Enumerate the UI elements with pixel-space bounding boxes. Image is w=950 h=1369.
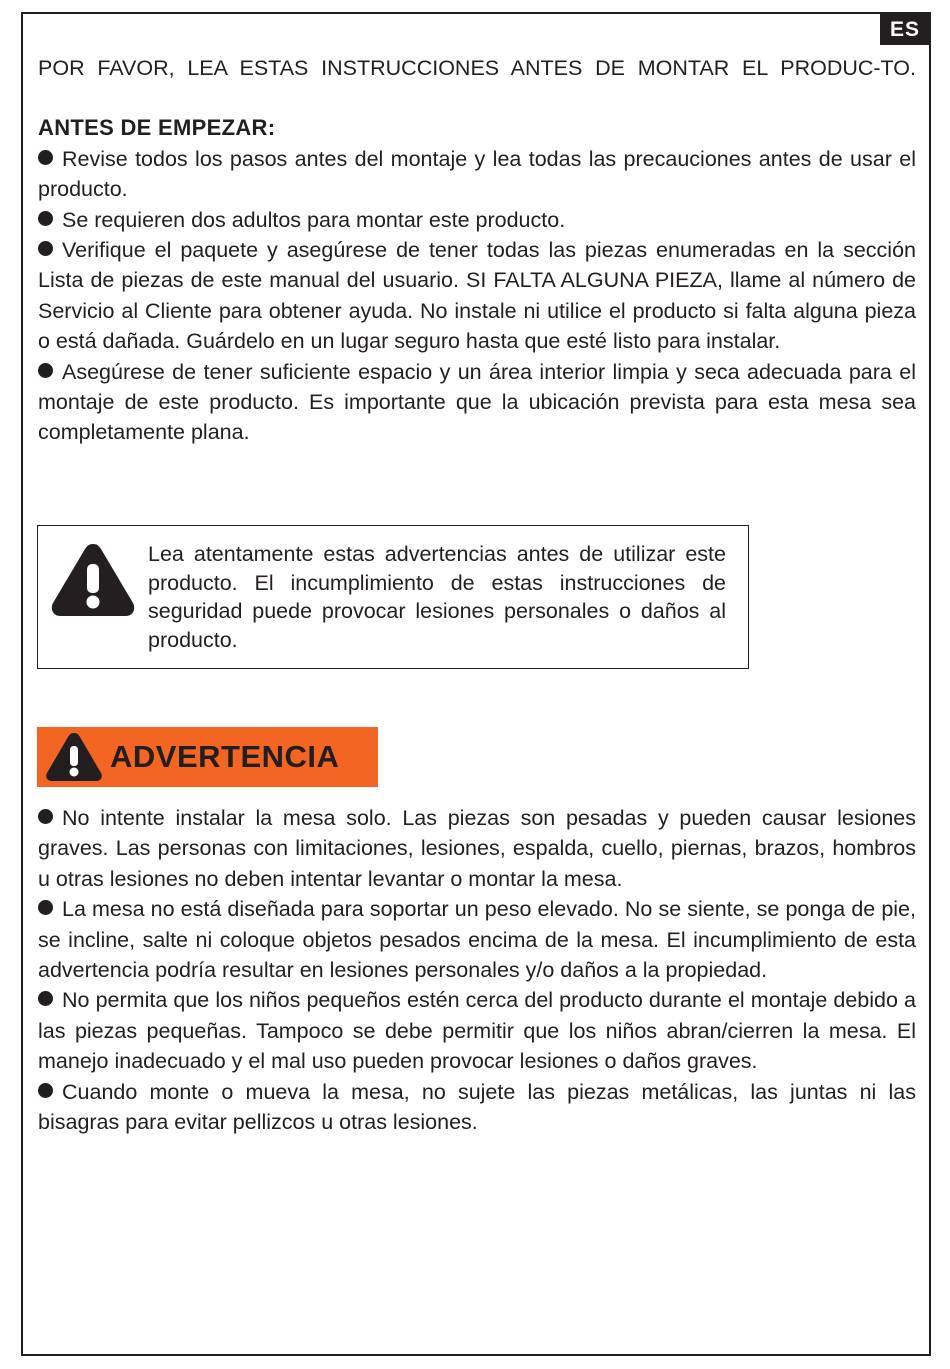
bullet-icon	[38, 1083, 53, 1098]
warning-banner	[37, 727, 378, 787]
safety-notice-box	[37, 525, 749, 669]
language-badge: ES	[880, 14, 930, 45]
warning-triangle-icon	[45, 731, 103, 783]
before-start-heading: ANTES DE EMPEZAR:	[38, 115, 276, 141]
list-item: Se requieren dos adultos para montar este producto.	[38, 205, 916, 235]
bullet-icon	[38, 211, 53, 226]
bullet-icon	[38, 241, 53, 256]
list-item: No permita que los niños pequeños estén cerca del producto durante el montaje debido a las piezas pequeñas. Tampoco se debe permitir que los niños abran/cierren la mesa. El manejo inadecuado y el mal uso pueden provocar lesiones o daños graves.	[38, 988, 916, 1074]
notice-text: Lea atentamente estas advertencias antes de utilizar este producto. El incumplimiento de estas instrucciones de seguridad puede provocar lesiones personales o daños al producto.	[148, 542, 726, 652]
list-item: Revise todos los pasos antes del montaje y lea todas las precauciones antes de usar el producto.	[38, 146, 916, 202]
list-item: La mesa no está diseñada para soportar un peso elevado. No se siente, se ponga de pie, se incline, salte ni coloque objetos pesados encima de la mesa. El incumplimiento de esta advertencia podría resultar en lesiones personales y/o daños a la propiedad.	[38, 897, 916, 983]
warning-triangle-icon	[50, 540, 136, 620]
bullet-icon	[38, 809, 53, 824]
bullet-icon	[38, 150, 53, 165]
warning-title: ADVERTENCIA	[110, 739, 340, 774]
intro-text: POR FAVOR, LEA ESTAS INSTRUCCIONES ANTES DE MONTAR EL PRODUC-TO.	[38, 56, 916, 80]
warning-list	[38, 803, 916, 1137]
list-item: Cuando monte o mueva la mesa, no sujete las piezas metálicas, las juntas ni las bisagras para evitar pellizcos u otras lesiones.	[38, 1079, 916, 1135]
instructions-content	[38, 53, 916, 448]
bullet-icon	[38, 900, 53, 915]
list-item: Verifique el paquete y asegúrese de tener todas las piezas enumeradas en la sección Lista de piezas de este manual del usuario. SI FALTA ALGUNA PIEZA, llame al número de Servicio al Cliente para obtener ayuda. No instale ni utilice el producto si falta alguna pieza o está dañada. Guárdelo en un lugar seguro hasta que esté listo para instalar.	[38, 238, 916, 354]
bullet-icon	[38, 363, 53, 378]
list-item: Asegúrese de tener suficiente espacio y un área interior limpia y seca adecuada para el montaje de este producto. Es importante que la ubicación prevista para esta mesa sea completamente plana.	[38, 359, 916, 445]
bullet-icon	[38, 991, 53, 1006]
list-item: No intente instalar la mesa solo. Las piezas son pesadas y pueden causar lesiones graves. Las personas con limitaciones, lesiones, espalda, cuello, piernas, brazos, hombros u otras lesiones no deben intentar levantar o montar la mesa.	[38, 806, 916, 891]
